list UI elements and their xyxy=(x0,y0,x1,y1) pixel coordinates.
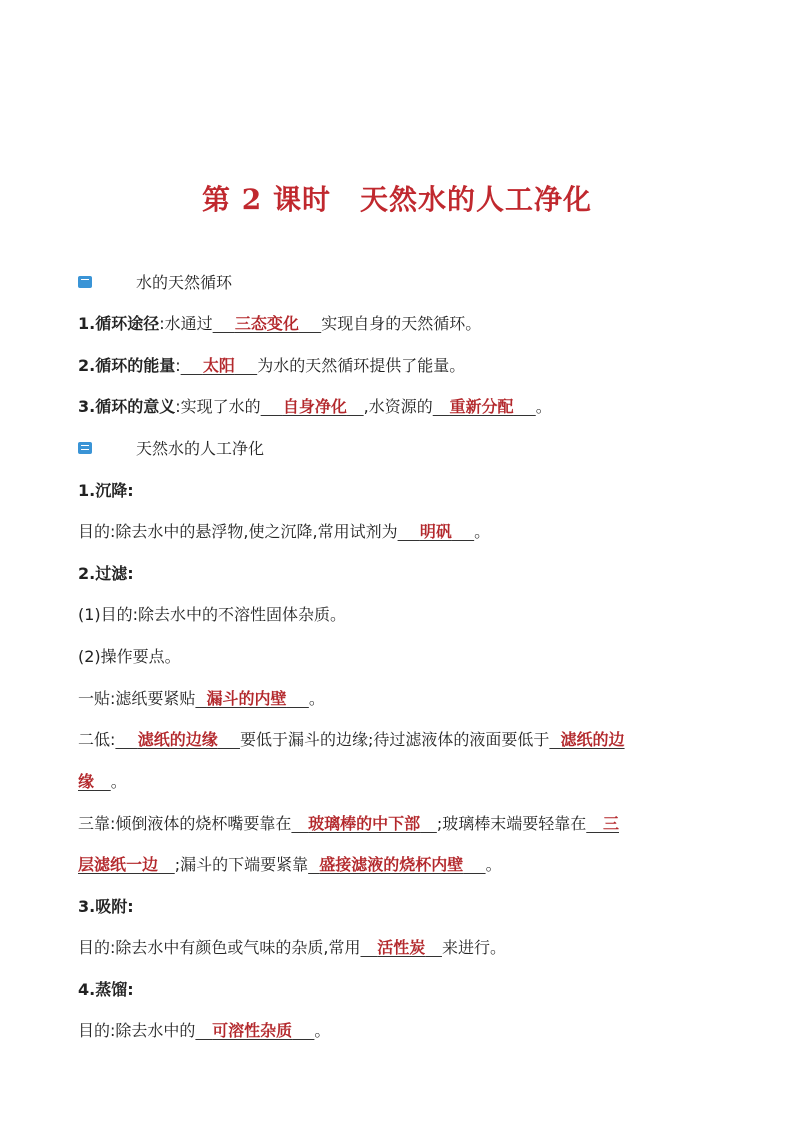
paragraph xyxy=(78,396,552,418)
text: ;漏斗的下端要紧靠 xyxy=(174,855,309,874)
text: : xyxy=(127,481,134,500)
paragraph xyxy=(78,937,506,959)
paragraph xyxy=(78,854,502,876)
term-label: 3.吸附 xyxy=(78,897,128,916)
answer-blank: 滤纸的边缘 xyxy=(137,730,218,749)
text: 为水的天然循环提供了能量。 xyxy=(257,356,466,375)
section-two-icon xyxy=(78,442,92,454)
text: 目的:除去水中有颜色或气味的杂质,常用 xyxy=(78,938,361,957)
text: 。 xyxy=(308,689,325,708)
answer-blank: 盛接滤液的烧杯内壁 xyxy=(319,855,464,874)
term-label: 4.蒸馏 xyxy=(78,980,128,999)
answer-blank: 漏斗的内壁 xyxy=(206,689,287,708)
page-title: 第 2 课时 天然水的人工净化 xyxy=(202,183,592,216)
text: 。 xyxy=(474,522,491,541)
answer-blank: 明矾 xyxy=(419,522,452,541)
text: 。 xyxy=(110,772,127,791)
text: : xyxy=(175,356,181,375)
answer-blank: 三态变化 xyxy=(234,314,299,333)
paragraph xyxy=(78,355,465,377)
term-label: 3.循环的意义 xyxy=(78,397,176,416)
subheading xyxy=(78,896,134,918)
text: ;玻璃棒末端要轻靠在 xyxy=(436,814,587,833)
answer-blank: 可溶性杂质 xyxy=(212,1021,293,1040)
answer-blank: 层滤纸一边 xyxy=(78,855,159,874)
text: 。 xyxy=(314,1021,331,1040)
text: 目的:除去水中的 xyxy=(78,1021,196,1040)
answer-blank: 重新分配 xyxy=(449,397,514,416)
answer-blank: 活性炭 xyxy=(377,938,426,957)
text: 要低于漏斗的边缘;待过滤液体的液面要低于 xyxy=(239,730,550,749)
paragraph xyxy=(78,688,325,710)
section-title: 天然水的人工净化 xyxy=(136,439,265,458)
term-label: 1.沉降 xyxy=(78,481,128,500)
text: :水通过 xyxy=(159,314,213,333)
term-label: 2.循环的能量 xyxy=(78,356,176,375)
text: 来进行。 xyxy=(441,938,506,957)
text: 一贴:滤纸要紧贴 xyxy=(78,689,196,708)
text: 目的:除去水中的悬浮物,使之沉降,常用试剂为 xyxy=(78,522,398,541)
term-label: 1.循环途径 xyxy=(78,314,160,333)
answer-blank: 滤纸的边 xyxy=(560,730,625,749)
paragraph xyxy=(78,1020,330,1042)
text: 二低: xyxy=(78,730,116,749)
term-label: 2.过滤 xyxy=(78,564,128,583)
answer-blank: 三 xyxy=(602,814,619,833)
text: : xyxy=(127,564,134,583)
text: 。 xyxy=(535,397,552,416)
section-title: 水的天然循环 xyxy=(136,273,233,292)
subheading xyxy=(78,563,134,585)
paragraph xyxy=(78,313,481,335)
paragraph xyxy=(78,729,625,751)
paragraph xyxy=(78,813,619,835)
text: : xyxy=(127,897,134,916)
paragraph: (1)目的:除去水中的不溶性固体杂质。 xyxy=(78,605,347,624)
subheading xyxy=(78,480,134,502)
text: 。 xyxy=(485,855,502,874)
subheading xyxy=(78,979,134,1001)
paragraph: (2)操作要点。 xyxy=(78,647,181,666)
answer-blank: 缘 xyxy=(78,772,95,791)
text: ,水资源的 xyxy=(363,397,433,416)
text: 三靠:倾倒液体的烧杯嘴要靠在 xyxy=(78,814,292,833)
paragraph xyxy=(78,521,490,543)
section-one-icon xyxy=(78,276,92,288)
text: :实现了水的 xyxy=(175,397,261,416)
paragraph xyxy=(78,771,127,793)
answer-blank: 玻璃棒的中下部 xyxy=(308,814,421,833)
answer-blank: 自身净化 xyxy=(282,397,347,416)
answer-blank: 太阳 xyxy=(202,356,235,375)
text: 实现自身的天然循环。 xyxy=(321,314,482,333)
text: : xyxy=(127,980,134,999)
